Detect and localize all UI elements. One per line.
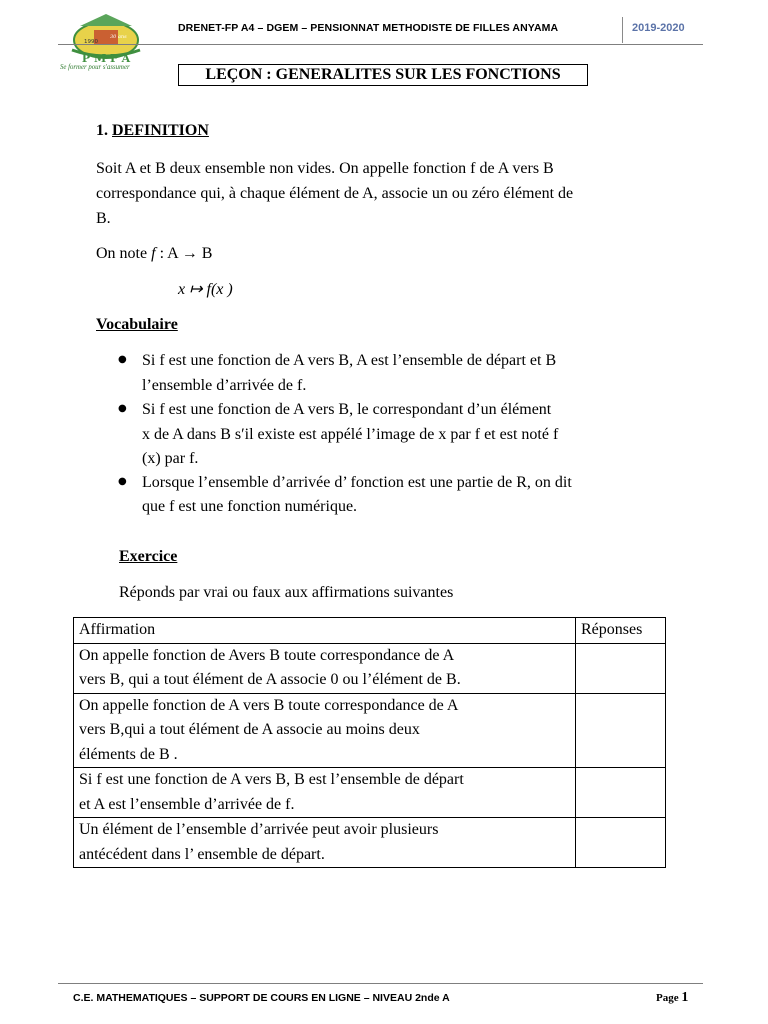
vocabulary-heading: Vocabulaire	[96, 316, 178, 333]
definition-line-3: B.	[96, 210, 111, 227]
table-cell-affirmation	[74, 693, 576, 768]
table-cell-affirmation	[74, 818, 576, 868]
exercise-table	[73, 617, 666, 868]
cell-line: Si f est une fonction de A vers B, B est l’ensemble de départ	[79, 771, 464, 788]
header-institution: DRENET-FP A4 – DGEM – PENSIONNAT METHODISTE DE FILLES ANYAMA	[178, 22, 559, 34]
header-rule	[58, 44, 703, 45]
mapping-line: x ↦ f(x )	[178, 281, 233, 298]
exercise-instruction: Réponds par vrai ou faux aux affirmations suivantes	[119, 584, 454, 601]
vocab-1-line-1: Si f est une fonction de A vers B, A est l’ensemble de départ et B	[142, 352, 557, 369]
cell-line: vers B, qui a tout élément de A associe 0 ou l’élément de B.	[79, 671, 461, 688]
vocab-3-line-2: que f est une fonction numérique.	[142, 498, 358, 515]
table-row	[74, 818, 666, 868]
definition-line-2: correspondance qui, à chaque élément de A, associe un ou zéro élément de	[96, 185, 574, 202]
vocab-3-line-1: Lorsque l’ensemble d’arrivée d’ fonction est une partie de R, on dit	[142, 474, 572, 491]
table-row	[74, 693, 666, 768]
table-row	[74, 768, 666, 818]
definition-heading	[96, 118, 209, 143]
notation-prefix: On note	[96, 245, 152, 262]
table-header-affirmation: Affirmation	[74, 618, 576, 644]
table-cell-affirmation	[74, 768, 576, 818]
answer-cell[interactable]	[576, 818, 666, 868]
bullet-1: ●	[118, 354, 127, 365]
exercise-heading: Exercice	[119, 548, 178, 565]
logo-text: P M F A	[81, 52, 131, 65]
lesson-title: LEÇON : GENERALITES SUR LES FONCTIONS	[178, 64, 588, 86]
page-number: 1	[681, 990, 689, 1005]
definition-line-1: Soit A et B deux ensemble non vides. On appelle fonction f de A vers B	[96, 160, 554, 177]
cell-line: antécédent dans l’ ensemble de départ.	[79, 845, 325, 863]
cell-line: éléments de B .	[79, 745, 178, 763]
cell-line: et A est l’ensemble d’arrivée de f.	[79, 795, 295, 813]
definition-number: 1.	[96, 122, 108, 139]
vocab-2-line-3: (x) par f.	[142, 450, 199, 467]
footer-page	[656, 990, 688, 1006]
cell-line: On appelle fonction de A vers B toute correspondance de A	[79, 696, 459, 714]
bullet-3: ●	[118, 476, 127, 487]
notation-line	[96, 241, 212, 266]
answer-cell[interactable]	[576, 693, 666, 768]
header-year: 2019-2020	[632, 22, 685, 34]
header-separator	[622, 17, 623, 43]
cell-line: Un élément de l’ensemble d’arrivée peut avoir plusieurs	[79, 821, 439, 838]
notation-f: f	[151, 245, 156, 262]
logo-year: 1990	[84, 39, 98, 45]
logo-motto: Se former pour s'assumer	[60, 64, 130, 71]
footer-rule	[58, 983, 703, 984]
definition-title: DEFINITION	[112, 122, 209, 139]
page-label: Page	[656, 992, 679, 1004]
bullet-2: ●	[118, 403, 127, 414]
table-row	[74, 643, 666, 693]
notation-rest: : A → B	[155, 245, 213, 262]
answer-cell[interactable]	[576, 643, 666, 693]
vocab-1-line-2: l’ensemble d’arrivée de f.	[142, 377, 307, 394]
table-header-row	[74, 618, 666, 644]
answer-cell[interactable]	[576, 768, 666, 818]
vocab-2-line-1: Si f est une fonction de A vers B, le correspondant d’un élément	[142, 401, 552, 418]
cell-line: vers B,qui a tout élément de A associe au moins deux	[79, 721, 420, 738]
vocab-2-line-2: x de A dans B s′il existe est appélé l’image de x par f et est noté f	[142, 426, 559, 443]
table-header-answers: Réponses	[576, 618, 666, 644]
footer-text: C.E. MATHEMATIQUES – SUPPORT DE COURS EN LIGNE – NIVEAU 2nde A	[73, 992, 450, 1004]
table-cell-affirmation	[74, 643, 576, 693]
logo-years-label: 30 ans	[110, 34, 127, 40]
cell-line: On appelle fonction de Avers B toute correspondance de A	[79, 646, 455, 664]
